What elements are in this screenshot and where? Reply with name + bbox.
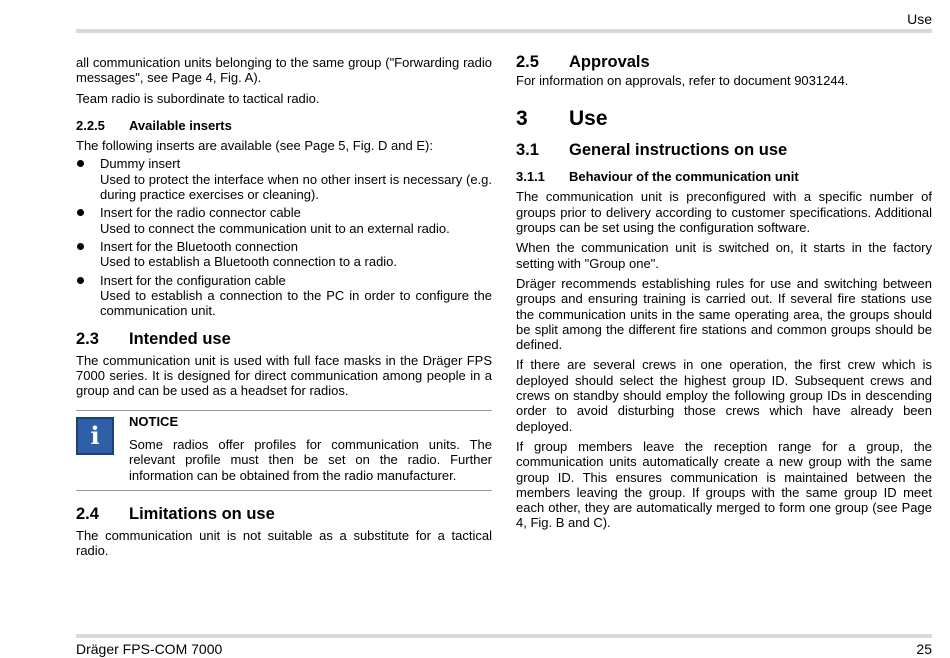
heading-title: Use	[569, 106, 608, 130]
heading-3-1	[516, 140, 932, 159]
footer-product-name: Dräger FPS-COM 7000	[76, 641, 223, 657]
heading-number: 2.4	[76, 504, 99, 523]
paragraph: When the communication unit is switched on, it starts in the factory setting with "Group one".	[516, 240, 932, 271]
footer-rule	[76, 634, 932, 638]
list-item-description: Used to protect the interface when no other insert is necessary (e.g. during practice exercises or cleaning).	[100, 171, 492, 203]
paragraph: all communication units belonging to the same group ("Forwarding radio messages", see Page 4, Fig. A).	[76, 55, 492, 86]
list-item-title: Insert for the radio connector cable	[100, 205, 301, 221]
heading-number: 2.3	[76, 330, 99, 349]
paragraph: If group members leave the reception range for a group, the communication units automatically create a new group with the same group ID. This ensures communication is maintained between the members leaving the group. If groups with the same group ID meet each other, they are automatically merged to form one group (see Page 4, Fig. B and C).	[516, 438, 932, 531]
list-item-description: Used to establish a connection to the PC in order to configure the communication unit.	[100, 287, 492, 319]
paragraph: If there are several crews in one operation, the first crew which is deployed should select the highest group ID. Subsequent crews and crews on standby should employ the following group IDs in descending order to avoid disturbing those crews which have already been deployed.	[516, 357, 932, 434]
info-icon: i	[76, 417, 114, 455]
heading-title: Limitations on use	[129, 504, 275, 523]
bullet-icon	[77, 209, 84, 216]
list-item-title: Insert for the configuration cable	[100, 272, 286, 288]
list-item-title: Insert for the Bluetooth connection	[100, 238, 299, 254]
heading-number: 3.1.1	[516, 169, 545, 185]
paragraph: The following inserts are available (see Page 5, Fig. D and E):	[76, 138, 433, 154]
paragraph: The communication unit is preconfigured with a specific number of groups prior to delivery according to customer specifications. Additional groups can be set using the configuration software.	[516, 189, 932, 236]
heading-title: Available inserts	[129, 117, 232, 133]
heading-number: 3.1	[516, 140, 539, 159]
heading-2-3	[76, 332, 492, 347]
paragraph: The communication unit is used with full face masks in the Dräger FPS 7000 series. It is designed for direct communication among people in a group and can be used as a headset for radios.	[76, 352, 492, 399]
inserts-list	[76, 156, 492, 318]
paragraph: The communication unit is not suitable as a substitute for a tactical radio.	[76, 528, 492, 559]
heading-3-1-1	[516, 169, 932, 184]
heading-2-2-5	[76, 118, 492, 133]
bullet-icon	[77, 277, 84, 284]
notice-title: NOTICE	[129, 413, 179, 429]
header-rule	[76, 29, 932, 33]
heading-title: General instructions on use	[569, 140, 788, 159]
heading-2-4	[76, 504, 492, 523]
paragraph: For information on approvals, refer to document 9031244.	[516, 73, 849, 89]
list-item-description: Used to establish a Bluetooth connection to a radio.	[100, 254, 398, 270]
list-item	[76, 205, 492, 236]
heading-2-5	[516, 55, 932, 70]
right-column	[516, 55, 932, 536]
heading-title: Approvals	[569, 53, 650, 71]
heading-number: 2.2.5	[76, 117, 105, 133]
bullet-icon	[77, 243, 84, 250]
notice-box	[76, 410, 492, 491]
paragraph: Dräger recommends establishing rules for use and switching between groups and ensuring training is carried out. If several fire stations use the communication units in the same operating area, the groups should be split among the different fire stations and common groups should be defined.	[516, 275, 932, 353]
list-item	[76, 273, 492, 319]
list-item	[76, 239, 492, 270]
list-item-title: Dummy insert	[100, 156, 181, 172]
left-column	[76, 55, 492, 564]
notice-text: Some radios offer profiles for communication units. The relevant profile must then be set on the radio. Further information can be obtained from the radio manufacturer.	[129, 436, 492, 483]
heading-3	[516, 106, 932, 130]
heading-title: Intended use	[129, 330, 231, 349]
page-number: 25	[916, 641, 932, 657]
paragraph: Team radio is subordinate to tactical radio.	[76, 90, 320, 106]
list-item	[76, 156, 492, 202]
heading-number: 2.5	[516, 53, 539, 71]
header-section-title: Use	[907, 11, 932, 27]
bullet-icon	[77, 160, 84, 167]
list-item-description: Used to connect the communication unit to an external radio.	[100, 220, 450, 236]
heading-title: Behaviour of the communication unit	[569, 169, 799, 185]
heading-number: 3	[516, 106, 528, 130]
